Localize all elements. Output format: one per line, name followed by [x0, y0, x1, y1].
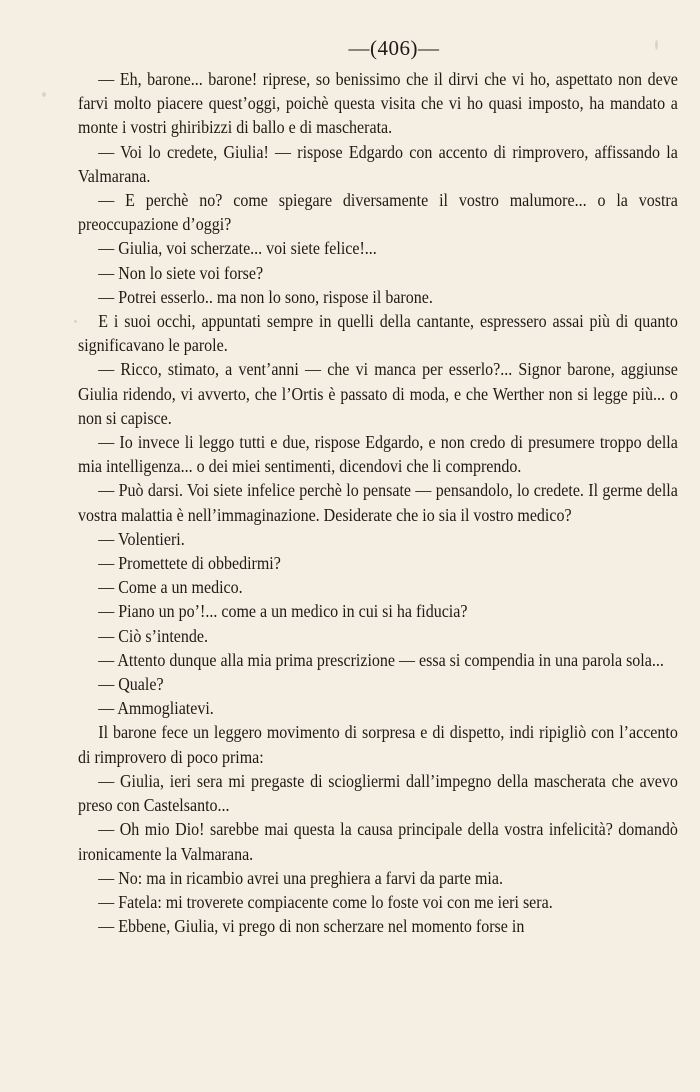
paper-spot [42, 92, 46, 97]
paragraph: — Giulia, ieri sera mi pregaste di sciogliermi dall’impegno della mascherata che avevo preso con Castelsanto... [78, 770, 678, 816]
paragraph: — Come a un medico. [98, 577, 243, 598]
paragraph: — Piano un po’!... come a un medico in cui si ha fiducia? [98, 601, 468, 622]
page-number: —(406)— [348, 36, 440, 60]
paragraph: Il barone fece un leggero movimento di sorpresa e di dispetto, indi ripigliò con l’accento di rimprovero di poco prima: [78, 722, 678, 767]
page-body [78, 67, 678, 938]
paper-spot [655, 40, 658, 50]
paragraph: — Voi lo credete, Giulia! — rispose Edgardo con accento di rimprovero, affissando la Valmarana. [78, 141, 678, 186]
paragraph: — Ciò s’intende. [98, 625, 209, 646]
paragraph: — Giulia, voi scherzate... voi siete felice!... [98, 238, 377, 259]
paragraph: — Fatela: mi troverete compiacente come lo foste voi con me ieri sera. [98, 891, 553, 912]
paragraph: — Potrei esserlo.. ma non lo sono, rispose il barone. [98, 286, 433, 307]
paragraph: — Ammogliatevi. [98, 698, 214, 719]
paragraph: — E perchè no? come spiegare diversamente il vostro malumore... o la vostra preoccupazione d’oggi? [78, 190, 678, 235]
paragraph: — Io invece li leggo tutti e due, rispose Edgardo, e non credo di presumere troppo della mia intelligenza... o dei miei sentimenti, dicendovi che li comprendo. [78, 432, 678, 477]
paragraph: — Non lo siete voi forse? [98, 262, 264, 283]
paragraph: — Ebbene, Giulia, vi prego di non scherzare nel momento forse in [98, 916, 525, 937]
paper-spot [74, 320, 77, 323]
paragraph: — Eh, barone... barone! riprese, so benissimo che il dirvi che vi ho, aspettato non deve farvi molto piacere quest’oggi, poichè questa visita che vi ho quasi imposto, ha mandato a monte i vostri ghiribizzi di ballo e di mascherata. [78, 69, 678, 138]
paragraph: E i suoi occhi, appuntati sempre in quelli della cantante, espressero assai più di quanto significavano le parole. [78, 311, 678, 356]
paragraph: — Attento dunque alla mia prima prescrizione — essa si compendia in una parola sola... [98, 649, 664, 670]
paragraph: — Oh mio Dio! sarebbe mai questa la causa principale della vostra infelicità? domandò ironicamente la Valmarana. [78, 819, 678, 864]
paragraph: — Quale? [98, 674, 164, 695]
paragraph: — No: ma in ricambio avrei una preghiera a farvi da parte mia. [98, 867, 503, 888]
paragraph: — Può darsi. Voi siete infelice perchè lo pensate — pensandolo, lo credete. Il germe della vostra malattia è nell’immaginazione. Desiderate che io sia il vostro medico? [78, 480, 678, 525]
paragraph: — Ricco, stimato, a vent’anni — che vi manca per esserlo?... Signor barone, aggiunse Giulia ridendo, vi avverto, che l’Ortis è passato di moda, e che Werther non si legge più... o non si capisce. [78, 359, 678, 428]
paragraph: — Promettete di obbedirmi? [98, 553, 281, 574]
paragraph: — Volentieri. [98, 528, 185, 549]
